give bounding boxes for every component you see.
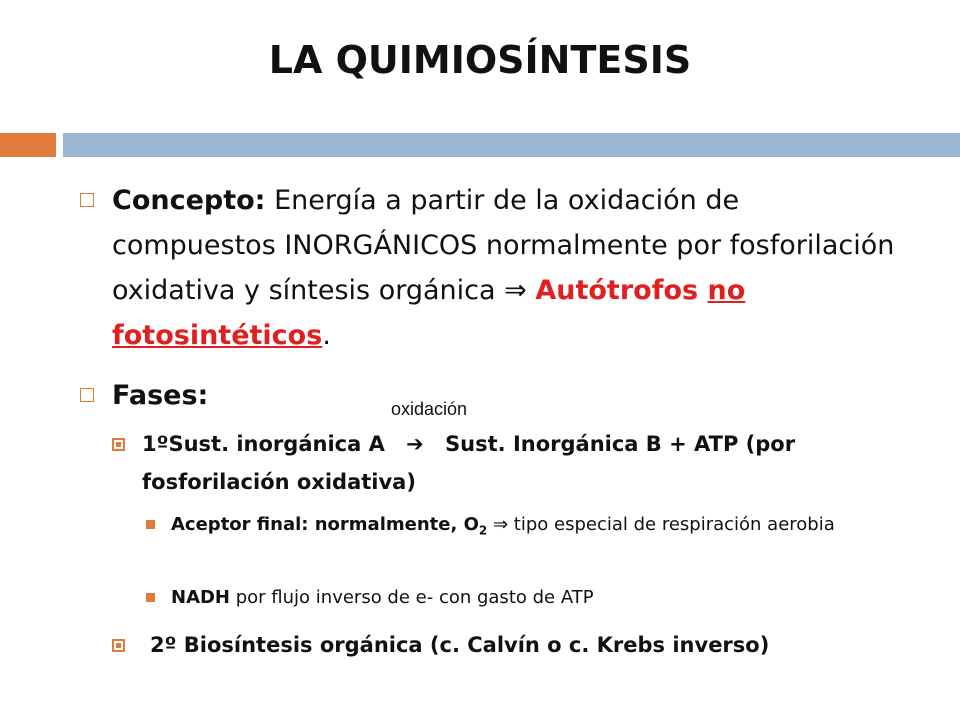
slide-title: LA QUIMIOSÍNTESIS [268, 38, 692, 82]
phases-bullet [80, 373, 900, 418]
accent-bar-orange [0, 133, 56, 157]
implies-icon: ⇒ [504, 275, 527, 306]
phase1-sub-item [146, 583, 896, 613]
phase2-bullet [112, 626, 892, 664]
reaction-arrow-icon: ➔ [406, 432, 424, 456]
concept-bullet [80, 178, 900, 363]
square-bullet-icon [146, 520, 155, 529]
oxidation-arrow-label: oxidación [391, 399, 468, 419]
square-bullet-icon [80, 193, 94, 207]
phase1-sub-item [146, 510, 896, 570]
no-fotosinteticos-label: no fotosintéticos [112, 275, 746, 351]
product-label: Sust. Inorgánica B + ATP (por fosforilación oxidativa) [142, 432, 796, 494]
phases-label: Fases: [112, 380, 209, 411]
concept-text [112, 178, 902, 358]
square-bullet-icon [146, 593, 155, 602]
boxed-bullet-icon [112, 438, 125, 451]
boxed-bullet-icon [112, 639, 125, 652]
acceptor-label: Aceptor final: normalmente, O [171, 514, 479, 535]
reactant-label: 1ºSust. inorgánica A [142, 432, 385, 456]
phase1-bullet [112, 425, 892, 501]
nadh-label: NADH [171, 587, 231, 608]
acceptor-text: tipo especial de respiración aerobia [508, 514, 835, 535]
nadh-text: por flujo inverso de e- con gasto de ATP [230, 587, 594, 608]
oxygen-subscript: 2 [478, 523, 488, 538]
phase1-text [142, 425, 892, 501]
phase2-text: 2º Biosíntesis orgánica (c. Calvín o c. Krebs inverso) [150, 633, 770, 657]
concept-description: Energía a partir de la oxidación de compuestos INORGÁNICOS normalmente por fosforilación oxidativa y síntesis orgánica [112, 185, 895, 306]
concept-label: Concepto: [112, 185, 266, 216]
autotrofos-label: Autótrofos [535, 275, 708, 306]
accent-bar-blue [63, 133, 960, 157]
concept-period: . [322, 320, 331, 351]
implies-icon: ⇒ [492, 514, 509, 535]
square-bullet-icon [80, 388, 94, 402]
